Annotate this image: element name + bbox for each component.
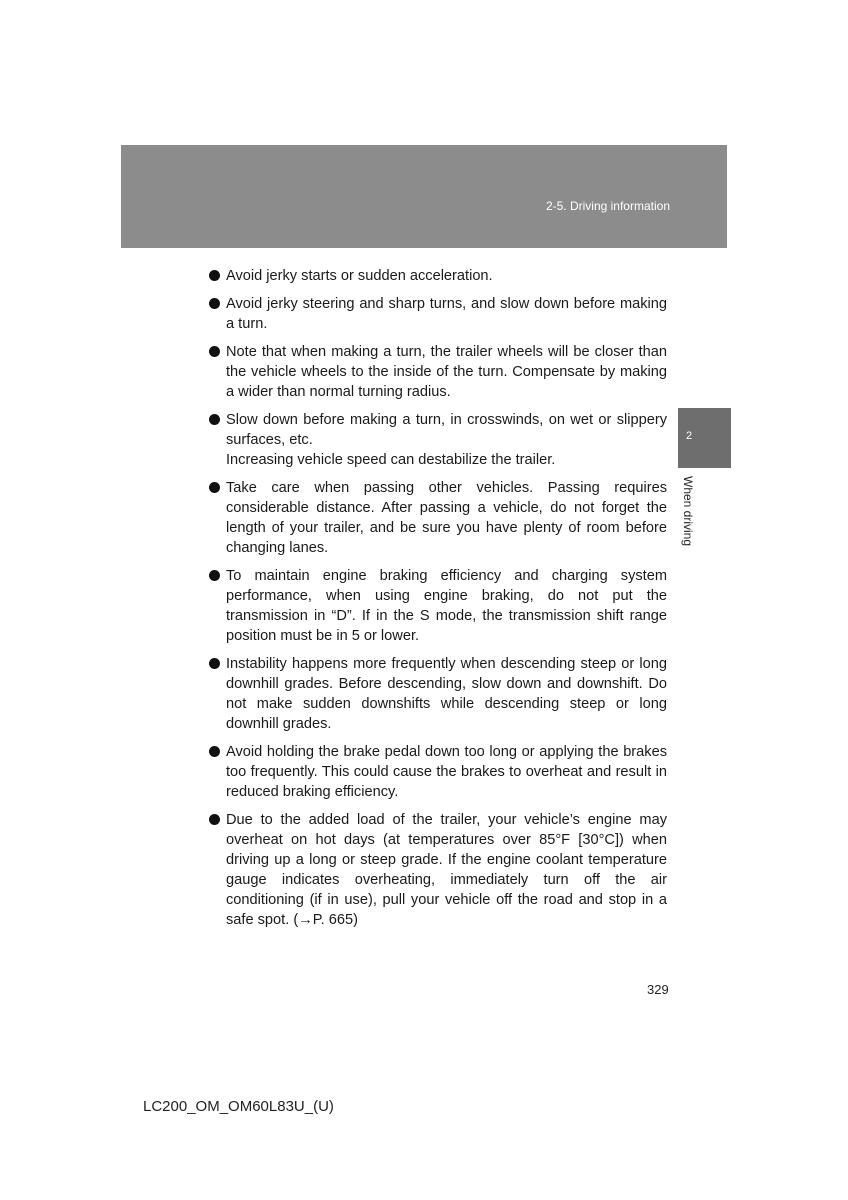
section-title: 2-5. Driving information <box>545 199 670 213</box>
bullet-list <box>209 266 667 938</box>
bullet-item <box>209 742 667 802</box>
bullet-paragraph: Due to the added load of the trailer, your vehicle’s engine may overheat on hot days (at temperatures over 85°F [30°C]) when driving up a long or steep grade. If the engine coolant temperature gauge indicates overheating, immediately turn off the air conditioning (if in use), pull your vehicle off the road and stop in a safe spot. (→P. 665) <box>226 812 667 928</box>
bullet-dot-icon <box>209 482 220 493</box>
document-code: LC200_OM_OM60L83U_(U) <box>143 1098 334 1115</box>
bullet-dot-icon <box>209 814 220 825</box>
bullet-dot-icon <box>209 658 220 669</box>
bullet-dot-icon <box>209 346 220 357</box>
bullet-text <box>226 566 667 646</box>
bullet-paragraph: Avoid jerky starts or sudden acceleration. <box>226 268 493 284</box>
bullet-paragraph: Note that when making a turn, the trailer wheels will be closer than the vehicle wheels to the inside of the turn. Compensate by making a wider than normal turning radius. <box>226 344 667 400</box>
bullet-paragraph: Instability happens more frequently when descending steep or long downhill grades. Before descending, slow down and downshift. Do not make sudden downshifts while descending steep or long downhill grades. <box>226 656 667 732</box>
bullet-item <box>209 810 667 930</box>
bullet-paragraph: Slow down before making a turn, in crosswinds, on wet or slippery surfaces, etc. <box>226 412 667 448</box>
bullet-item <box>209 266 667 286</box>
page-number: 329 <box>647 982 669 997</box>
bullet-dot-icon <box>209 298 220 309</box>
section-header-band <box>121 145 727 248</box>
bullet-text <box>226 410 667 470</box>
bullet-dot-icon <box>209 414 220 425</box>
chapter-label: When driving <box>681 476 695 547</box>
bullet-text <box>226 342 667 402</box>
bullet-item <box>209 566 667 646</box>
bullet-item <box>209 342 667 402</box>
chapter-number: 2 <box>686 430 693 442</box>
bullet-item <box>209 294 667 334</box>
bullet-paragraph: Increasing vehicle speed can destabilize the trailer. <box>226 452 556 468</box>
bullet-paragraph: Take care when passing other vehicles. Passing requires considerable distance. After passing a vehicle, do not forget the length of your trailer, and be sure you have plenty of room before changing lanes. <box>226 480 667 556</box>
bullet-item <box>209 410 667 470</box>
bullet-text <box>226 810 667 930</box>
bullet-dot-icon <box>209 270 220 281</box>
bullet-text <box>226 294 667 334</box>
bullet-text <box>226 266 667 286</box>
bullet-text <box>226 742 667 802</box>
bullet-dot-icon <box>209 746 220 757</box>
bullet-paragraph: Avoid holding the brake pedal down too long or applying the brakes too frequently. This could cause the brakes to overheat and result in reduced braking efficiency. <box>226 744 667 800</box>
chapter-tab <box>678 408 731 468</box>
bullet-item <box>209 478 667 558</box>
bullet-paragraph: Avoid jerky steering and sharp turns, and slow down before making a turn. <box>226 296 667 332</box>
bullet-item <box>209 654 667 734</box>
bullet-paragraph: To maintain engine braking efficiency and charging system performance, when using engine braking, do not put the transmission in “D”. If in the S mode, the transmission shift range position must be in 5 or lower. <box>226 568 667 644</box>
bullet-text <box>226 478 667 558</box>
bullet-text <box>226 654 667 734</box>
bullet-dot-icon <box>209 570 220 581</box>
